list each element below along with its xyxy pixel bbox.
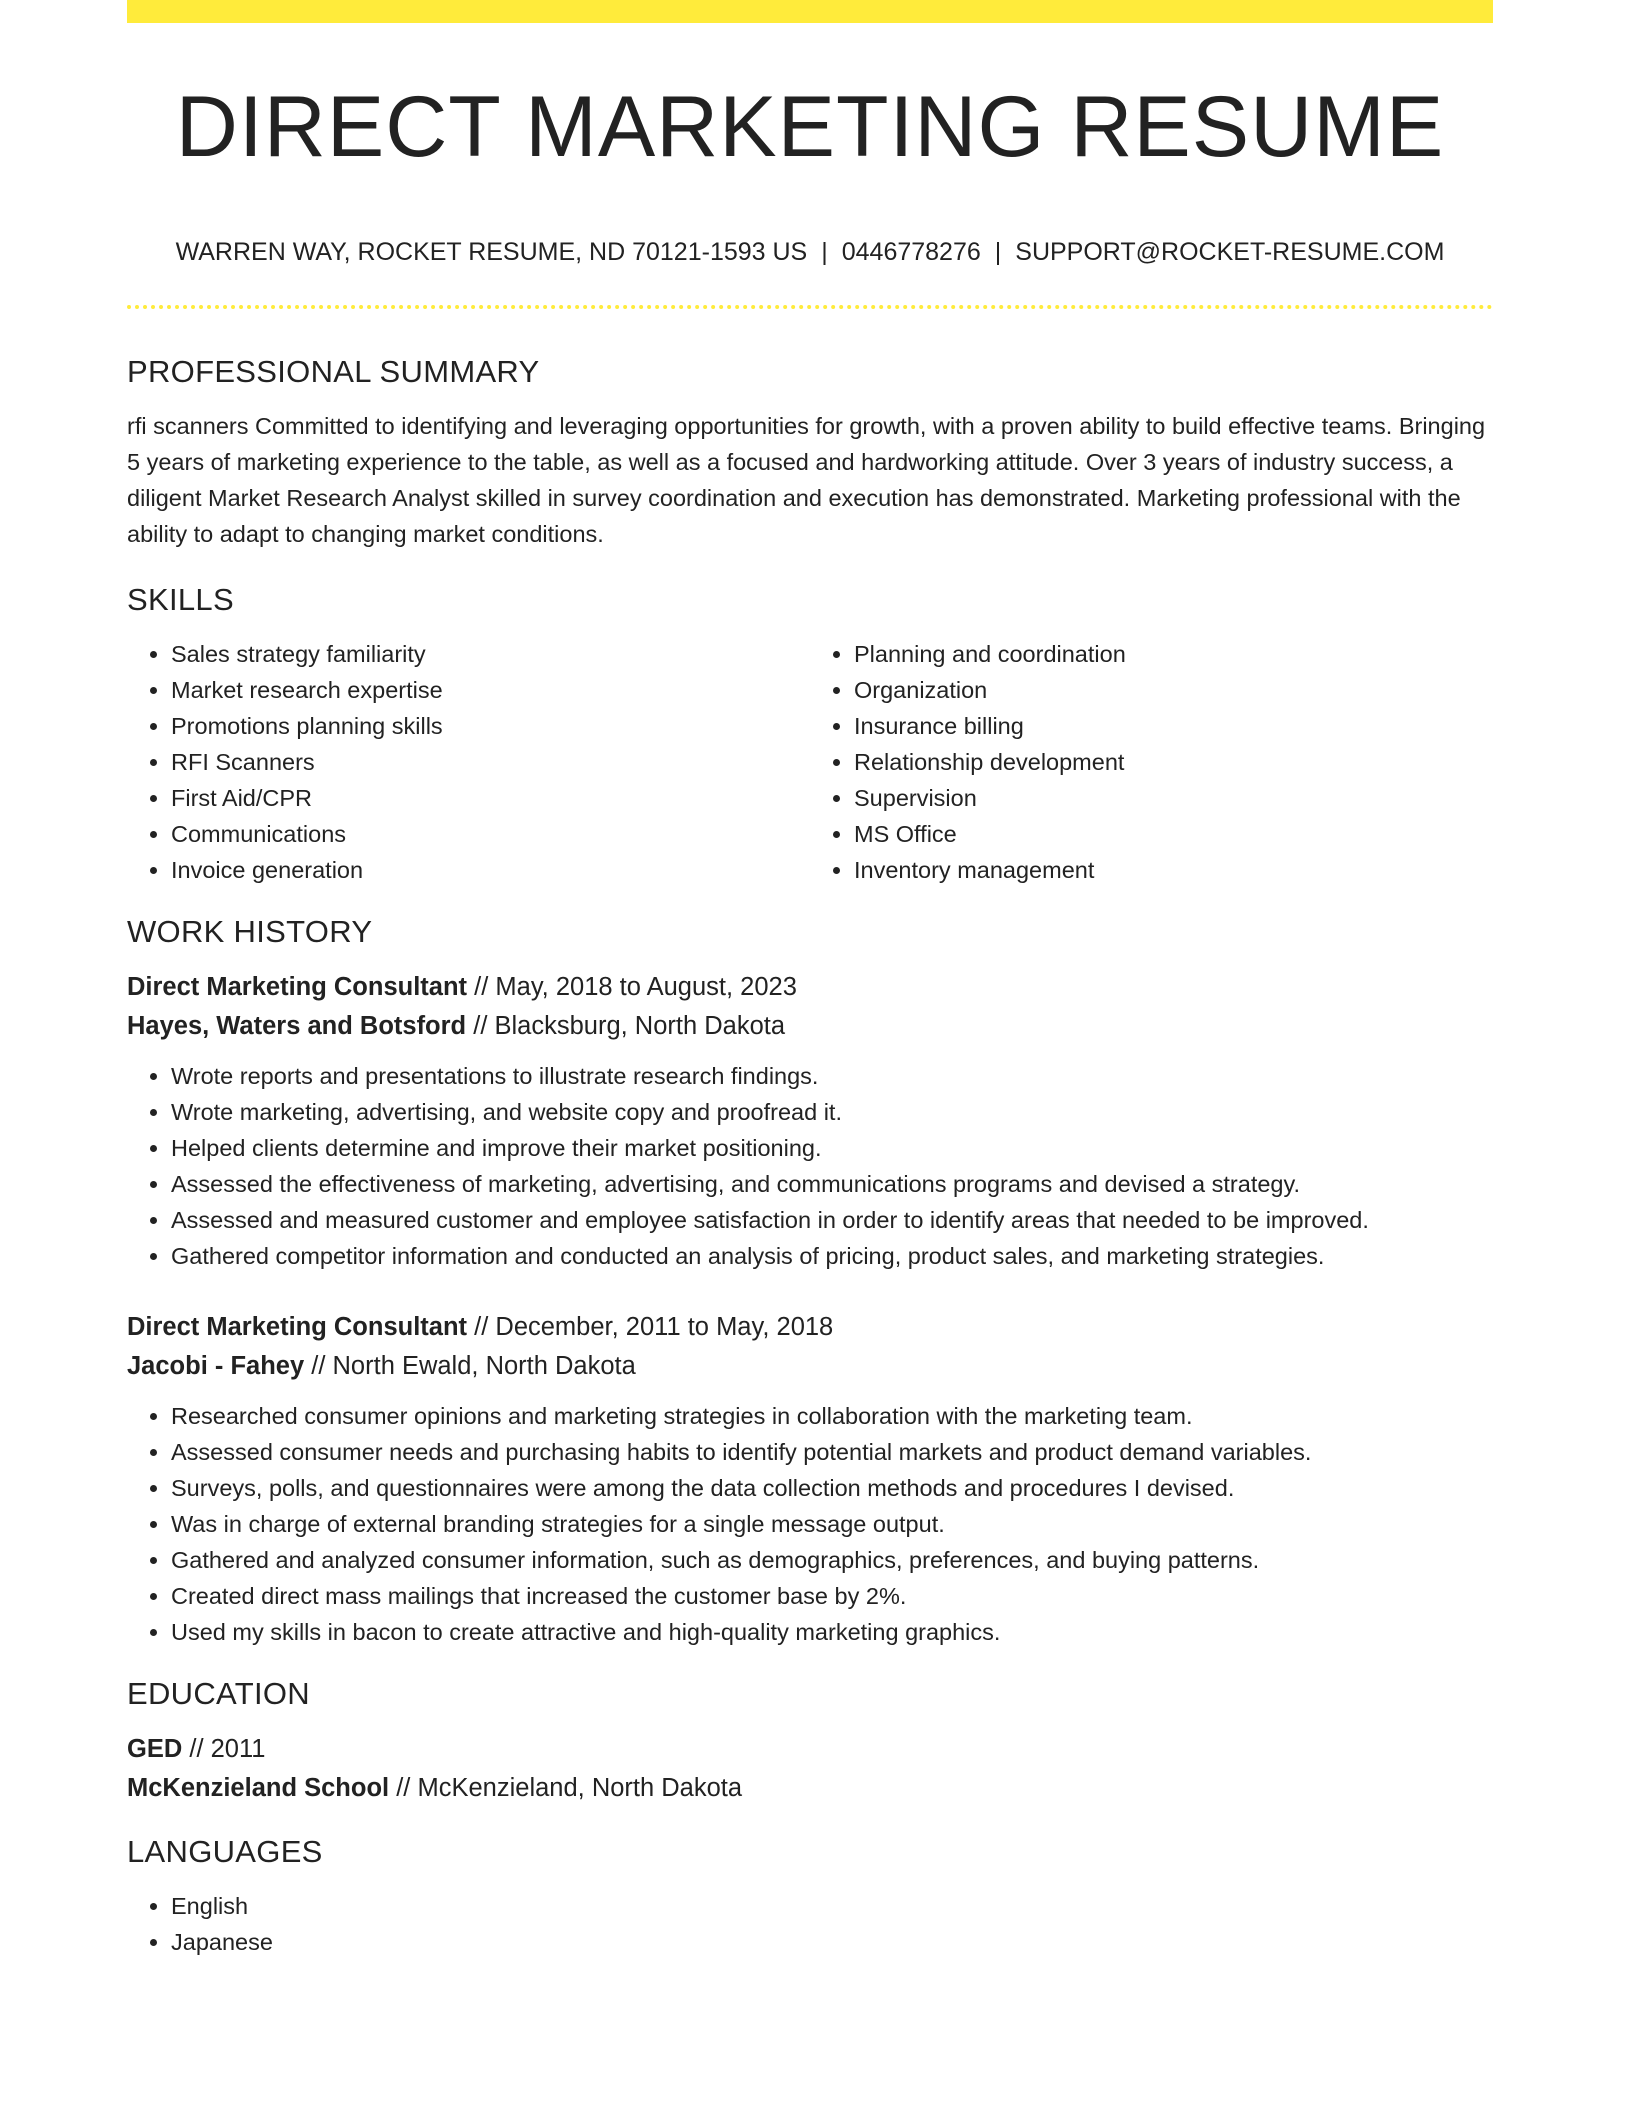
job-entry	[127, 1308, 1493, 1650]
job-bullet: • Assessed consumer needs and purchasing habits to identify potential markets and product demand variables.	[171, 1434, 1493, 1470]
education-entry	[127, 1730, 1493, 1808]
job-title: Direct Marketing Consultant	[127, 1313, 468, 1341]
skill-item: • Promotions planning skills	[171, 708, 810, 744]
summary-text: rfi scanners Committed to identifying and leveraging opportunities for growth, with a proven ability to build effective teams. Bringing 5 years of marketing experience to the table, as well as a focused and hardworking attitude. Over 3 years of industry success, a diligent Market Research Analyst skilled in survey coordination and execution has demonstrated. Marketing professional with the ability to adapt to changing market conditions.	[127, 413, 1486, 547]
job-bullet: • Was in charge of external branding strategies for a single message output.	[171, 1506, 1493, 1542]
job-company-line	[127, 1007, 1493, 1046]
school-location: McKenzieland, North Dakota	[417, 1774, 743, 1802]
job-divider: //	[474, 1313, 489, 1341]
education-divider: //	[189, 1735, 204, 1763]
job-company-line	[127, 1347, 1493, 1386]
education-divider: //	[396, 1774, 411, 1802]
top-accent-bar	[127, 0, 1493, 23]
job-bullet: • Assessed the effectiveness of marketing, advertising, and communications programs and devised a strategy.	[171, 1166, 1493, 1202]
contact-email: SUPPORT@ROCKET-RESUME.COM	[1015, 238, 1445, 266]
job-bullet: • Wrote reports and presentations to illustrate research findings.	[171, 1058, 1493, 1094]
school-name: McKenzieland School	[127, 1774, 390, 1802]
degree: GED	[127, 1735, 183, 1763]
job-bullet: • Surveys, polls, and questionnaires were among the data collection methods and procedures I devised.	[171, 1470, 1493, 1506]
skills-list-left	[127, 636, 810, 888]
resume-title: DIRECT MARKETING RESUME	[175, 79, 1445, 175]
job-company: Hayes, Waters and Botsford	[127, 1012, 467, 1040]
job-location: Blacksburg, North Dakota	[494, 1012, 786, 1040]
job-bullet: • Researched consumer opinions and marketing strategies in collaboration with the marketing team.	[171, 1398, 1493, 1434]
skill-item: • MS Office	[854, 816, 1493, 852]
skill-item: • Market research expertise	[171, 672, 810, 708]
language-item: • Japanese	[171, 1924, 1493, 1960]
job-bullet: • Gathered competitor information and conducted an analysis of pricing, product sales, and marketing strategies.	[171, 1238, 1493, 1274]
work-heading: WORK HISTORY	[127, 914, 373, 949]
skill-item: • RFI Scanners	[171, 744, 810, 780]
job-bullet: • Used my skills in bacon to create attractive and high-quality marketing graphics.	[171, 1614, 1493, 1650]
skill-item: • Inventory management	[854, 852, 1493, 888]
job-title-line	[127, 1308, 1493, 1347]
job-divider: //	[473, 1012, 488, 1040]
languages-heading: LANGUAGES	[127, 1834, 323, 1869]
summary-heading: PROFESSIONAL SUMMARY	[127, 354, 540, 389]
job-title-line	[127, 968, 1493, 1007]
job-dates: May, 2018 to August, 2023	[495, 973, 797, 1001]
contact-address: WARREN WAY, ROCKET RESUME, ND 70121-1593 US	[175, 238, 808, 266]
education-heading: EDUCATION	[127, 1676, 310, 1711]
contact-phone: 0446778276	[841, 238, 981, 266]
job-divider: //	[311, 1352, 326, 1380]
job-bullet: • Created direct mass mailings that increased the customer base by 2%.	[171, 1578, 1493, 1614]
skill-item: • First Aid/CPR	[171, 780, 810, 816]
skill-item: • Planning and coordination	[854, 636, 1493, 672]
contact-separator: |	[994, 238, 1002, 266]
skill-item: • Supervision	[854, 780, 1493, 816]
skill-item: • Invoice generation	[171, 852, 810, 888]
school-line	[127, 1769, 1493, 1808]
skills-grid	[127, 636, 1493, 888]
skills-list-right	[810, 636, 1493, 888]
degree-line	[127, 1730, 1493, 1769]
skill-item: • Sales strategy familiarity	[171, 636, 810, 672]
job-bullet: • Gathered and analyzed consumer information, such as demographics, preferences, and buying patterns.	[171, 1542, 1493, 1578]
job-bullet: • Wrote marketing, advertising, and website copy and proofread it.	[171, 1094, 1493, 1130]
skill-item: • Insurance billing	[854, 708, 1493, 744]
skill-item: • Organization	[854, 672, 1493, 708]
contact-line	[127, 234, 1493, 270]
skill-item: • Relationship development	[854, 744, 1493, 780]
job-bullet: • Assessed and measured customer and employee satisfaction in order to identify areas that needed to be improved.	[171, 1202, 1493, 1238]
resume-body	[127, 350, 1493, 1960]
contact-separator: |	[821, 238, 828, 266]
job-bullets	[127, 1398, 1493, 1650]
header-divider	[127, 305, 1493, 309]
graduation-year: 2011	[210, 1735, 266, 1763]
job-company: Jacobi - Fahey	[127, 1352, 305, 1380]
job-bullets	[127, 1058, 1493, 1274]
job-location: North Ewald, North Dakota	[332, 1352, 636, 1380]
job-title: Direct Marketing Consultant	[127, 973, 468, 1001]
language-item: • English	[171, 1888, 1493, 1924]
job-dates: December, 2011 to May, 2018	[495, 1313, 834, 1341]
job-divider: //	[474, 973, 489, 1001]
skill-item: • Communications	[171, 816, 810, 852]
languages-list	[127, 1888, 1493, 1960]
job-entry	[127, 968, 1493, 1274]
skills-heading: SKILLS	[127, 582, 234, 617]
job-bullet: • Helped clients determine and improve their market positioning.	[171, 1130, 1493, 1166]
